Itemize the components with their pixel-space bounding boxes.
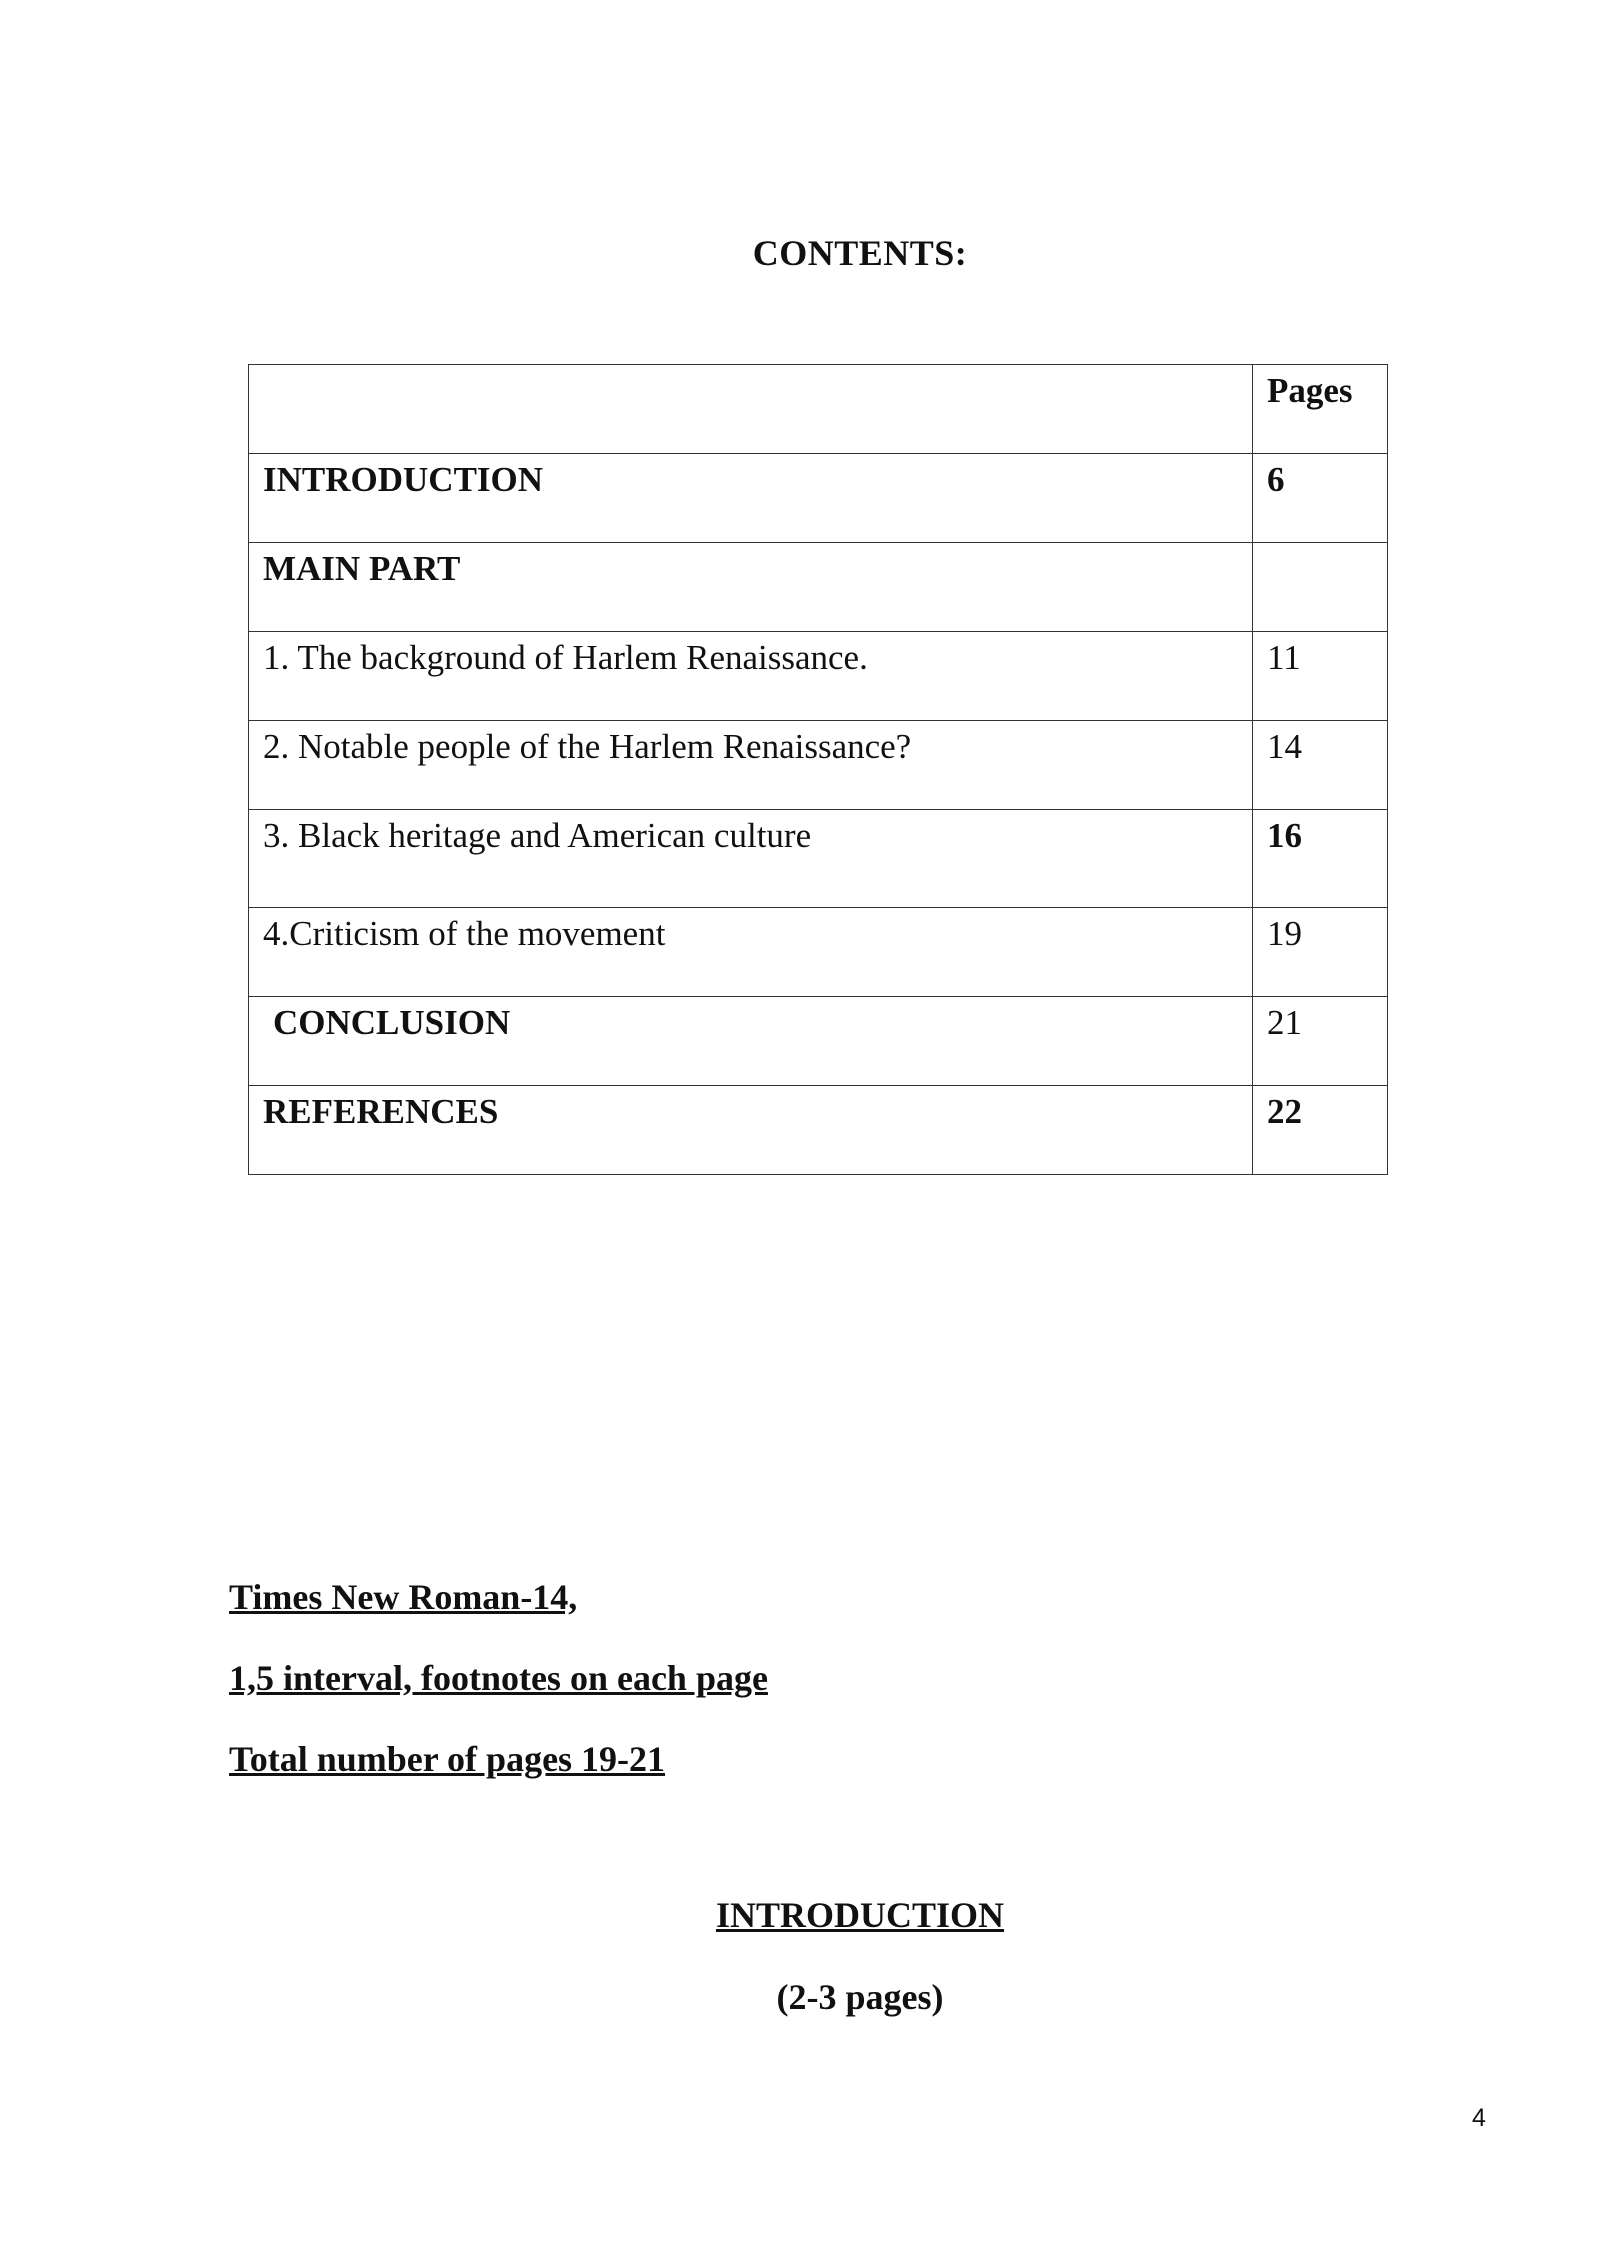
- toc-entry-label: 4.Criticism of the movement: [249, 908, 1253, 997]
- table-header-row: [249, 365, 1388, 454]
- table-row: [249, 543, 1388, 632]
- toc-entry-label: 2. Notable people of the Harlem Renaissance?: [249, 721, 1253, 810]
- toc-entry-page: 16: [1253, 810, 1388, 908]
- table-row: [249, 908, 1388, 997]
- table-row: [249, 1086, 1388, 1175]
- toc-entry-page: 19: [1253, 908, 1388, 997]
- note-line: Total number of pages 19-21: [229, 1739, 666, 1779]
- page-title: CONTENTS:: [752, 233, 968, 273]
- table-row: [249, 721, 1388, 810]
- toc-entry-page: [1253, 543, 1388, 632]
- toc-entry-label: INTRODUCTION: [249, 454, 1253, 543]
- note-line: 1,5 interval, footnotes on each page: [229, 1658, 768, 1698]
- toc-entry-page: 14: [1253, 721, 1388, 810]
- table-row: [249, 997, 1388, 1086]
- toc-entry-label: MAIN PART: [249, 543, 1253, 632]
- toc-entry-page: 21: [1253, 997, 1388, 1086]
- toc-entry-page: 22: [1253, 1086, 1388, 1175]
- toc-entry-label: 1. The background of Harlem Renaissance.: [249, 632, 1253, 721]
- toc-entry-label: REFERENCES: [249, 1086, 1253, 1175]
- toc-entry-page: 11: [1253, 632, 1388, 721]
- table-row: [249, 454, 1388, 543]
- introduction-heading: INTRODUCTION: [715, 1895, 1005, 1935]
- table-row: [249, 810, 1388, 908]
- pages-header: Pages: [1253, 365, 1388, 454]
- page-number: 4: [1472, 2104, 1486, 2132]
- contents-table: [248, 364, 1388, 1175]
- note-line: Times New Roman-14,: [229, 1577, 578, 1617]
- formatting-notes: [229, 1570, 768, 1813]
- table-row: [249, 632, 1388, 721]
- header-blank-cell: [249, 365, 1253, 454]
- toc-entry-label: CONCLUSION: [249, 997, 1253, 1086]
- toc-entry-page: 6: [1253, 454, 1388, 543]
- introduction-length-note: (2-3 pages): [776, 1977, 944, 2017]
- toc-entry-label: 3. Black heritage and American culture: [249, 810, 1253, 908]
